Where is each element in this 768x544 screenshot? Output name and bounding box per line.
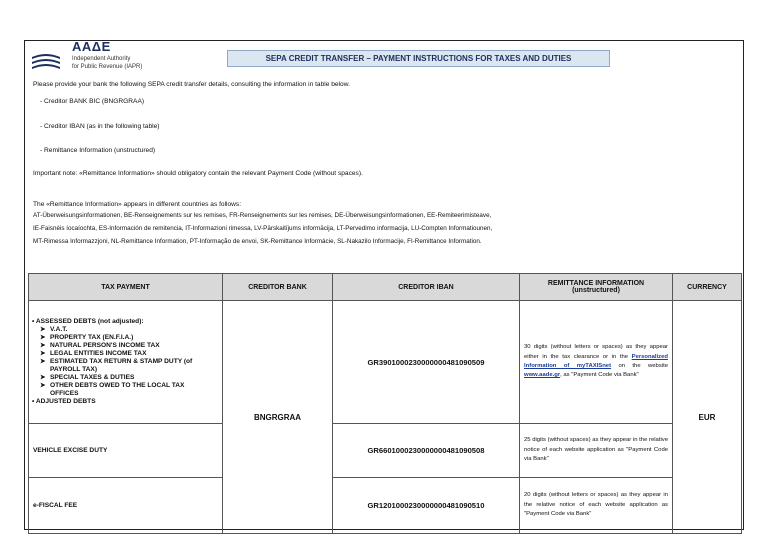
list-item: ➤ OTHER DEBTS OWED TO THE LOCAL TAX (40, 382, 185, 389)
page-title: SEPA CREDIT TRANSFER – PAYMENT INSTRUCTIONS FOR TAXES AND DUTIES (227, 50, 610, 67)
remittance-text: , as "Payment Code via Bank" (560, 372, 639, 379)
arrow-icon: ➤ (40, 382, 46, 389)
header-remittance-line-2: (unstructured) (572, 287, 620, 294)
header-tax-payment: TAX PAYMENT (29, 274, 223, 301)
arrow-icon: ➤ (40, 334, 46, 341)
instruction-text: Please provide your bank the following SEPA credit transfer details, consulting the information in table below. (33, 81, 350, 88)
tax-list (32, 318, 219, 406)
list-item: ➤ V.A.T. (40, 326, 68, 333)
creditor-iban-cell: GR3901000230000000481090509 (333, 301, 520, 424)
remittance-cell: 20 digits (without letters or spaces) as they appear in the relative notice of each website application as "Payment Code via Bank" (520, 478, 673, 534)
tax-payment-cell: e-FISCAL FEE (29, 478, 223, 534)
remittance-cell (520, 301, 673, 424)
list-item: ➤ ESTIMATED TAX RETURN & STAMP DUTY (of (40, 358, 193, 365)
table-row (29, 424, 742, 478)
header-remittance-line-1: REMITTANCE INFORMATION (547, 280, 645, 287)
header-creditor-bank: CREDITOR BANK (223, 274, 333, 301)
important-note: Important note: «Remittance Information» should obligatory contain the relevant Payment Code (without spaces). (33, 170, 363, 177)
list-item: ➤ PROPERTY TAX (EN.F.I.A.) (40, 334, 134, 341)
table-row (29, 301, 742, 424)
bullet-remittance: - Remittance Information (unstructured) (40, 147, 156, 154)
list-item-continuation: OFFICES (50, 390, 79, 397)
countries-line-2: IE-Faisnéis íocaíochta, ES-Información de remitencia, IT-Informazioni rimessa, LV-Pārskaitījums informācija, LT-Pervedimo informacija, LU-Compten Informatiounen, (33, 225, 493, 232)
remittance-text: 30 digits (without letters or spaces) as they appear either in the tax clearance or in the (524, 344, 668, 360)
remittance-cell: 25 digits (without spaces) as they appear in the relative notice of each website application as "Payment Code via Bank" (520, 424, 673, 478)
payment-table (28, 273, 742, 534)
aade-website-link[interactable]: www.aade.gr (524, 372, 561, 379)
logo-title: ΑΑΔΕ (72, 39, 111, 54)
countries-intro: The «Remittance Information» appears in different countries as follows: (33, 201, 242, 208)
bullet-bank-bic: - Creditor BANK BIC (BNGRGRAA) (40, 98, 145, 105)
creditor-iban-cell: GR6601000230000000481090508 (333, 424, 520, 478)
list-item: ➤ NATURAL PERSON'S INCOME TAX (40, 342, 160, 349)
arrow-icon: ➤ (40, 358, 46, 365)
list-item: ➤ SPECIAL TAXES & DUTIES (40, 374, 135, 381)
group-adjusted-debts: • ADJUSTED DEBTS (32, 398, 96, 405)
table-header-row (29, 274, 742, 301)
group-assessed-debts: • ASSESSED DEBTS (not adjusted): (32, 318, 144, 325)
mytaxisnet-link[interactable]: Personalized Information of myTAXISnet (524, 353, 668, 369)
creditor-bank-cell (223, 301, 333, 534)
logo-subtitle-2: for Public Revenue (IAPR) (72, 64, 143, 70)
header (28, 40, 744, 78)
list-item-continuation: PAYROLL TAX) (50, 366, 98, 373)
arrow-icon: ➤ (40, 342, 46, 349)
table-row (29, 478, 742, 534)
creditor-iban-cell: GR1201000230000000481090510 (333, 478, 520, 534)
header-creditor-iban: CREDITOR IBAN (333, 274, 520, 301)
header-remittance (520, 274, 673, 301)
arrow-icon: ➤ (40, 326, 46, 333)
bullet-iban: - Creditor IBAN (as in the following table) (40, 123, 160, 130)
countries-line-3: MT-Rimessa Informazzjoni, NL-Remittance Information, PT-Informação de envoi, SK-Remittance Informácie, SL-Nakazilo Informacije, FI-Remittance Information. (33, 238, 482, 245)
list-item: ➤ LEGAL ENTITIES INCOME TAX (40, 350, 147, 357)
logo-subtitle-1: Independent Authority (72, 56, 131, 62)
tax-payment-cell (29, 301, 223, 424)
remittance-text: on the website (611, 363, 668, 369)
header-currency: CURRENCY (673, 274, 742, 301)
tax-payment-cell: VEHICLE EXCISE DUTY (29, 424, 223, 478)
currency-cell: EUR (673, 301, 742, 534)
countries-line-1: AT-Überweisungsinformationen, BE-Renseignements sur les remises, FR-Renseignements sur les remises, DE-Überweisungsinformationen, EE-Remiteerimisteave, (33, 212, 492, 219)
aade-logo-icon (32, 53, 60, 71)
arrow-icon: ➤ (40, 350, 46, 357)
arrow-icon: ➤ (40, 374, 46, 381)
creditor-bank-value: BNGRGRAA (253, 412, 302, 422)
